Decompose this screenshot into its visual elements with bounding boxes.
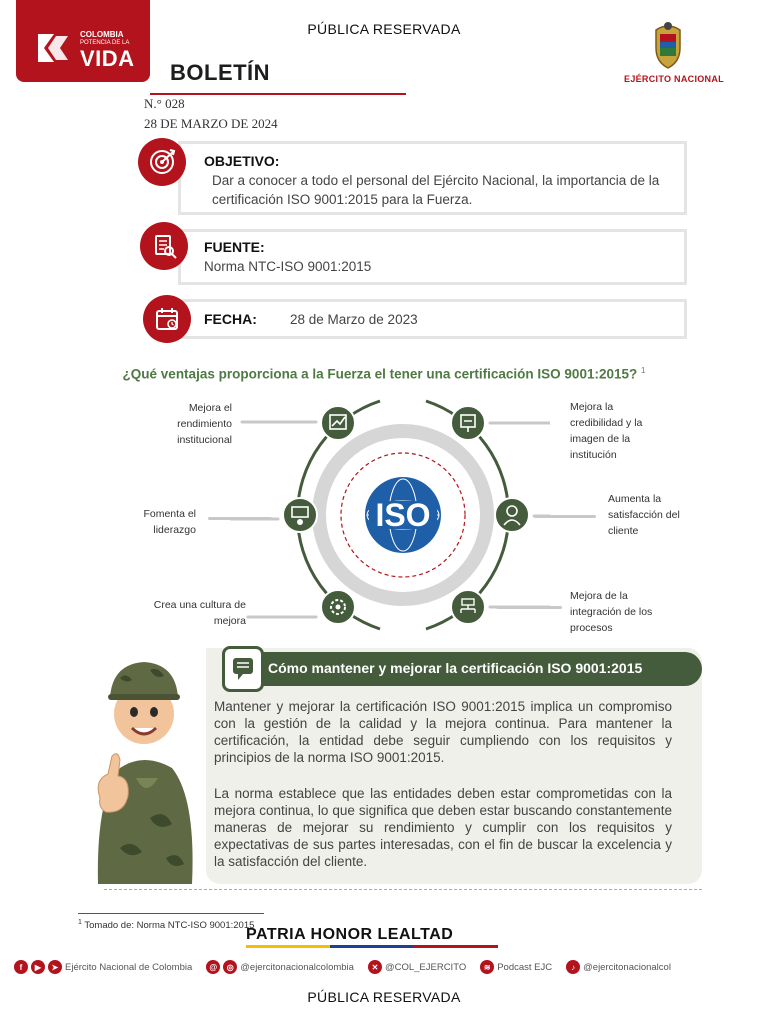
tiktok-label: @ejercitonacionalcol xyxy=(583,961,671,973)
benefits-question-text: ¿Qué ventajas proporciona a la Fuerza el tener una certificación ISO 9001:2015? xyxy=(122,366,638,382)
chat-icon xyxy=(222,646,264,692)
soldier-mascot-illustration xyxy=(80,648,210,884)
bulletin-date: 28 DE MARZO DE 2024 xyxy=(144,116,278,131)
benefit-satisfaction: Aumenta la satisfacción del cliente xyxy=(608,493,680,537)
node-performance-icon xyxy=(321,406,355,440)
youtube-icon: ▶ xyxy=(31,960,45,974)
node-credibility-icon xyxy=(451,406,485,440)
node-satisfaction-icon xyxy=(495,498,529,532)
brand-line-2: POTENCIA DE LA xyxy=(80,40,130,46)
objective-text: Dar a conocer a todo el personal del Ejército Nacional, la importancia de la certificación ISO 9001:2015 para la Fuerza. xyxy=(212,173,660,207)
calendar-icon xyxy=(143,295,191,343)
podcast-link[interactable] xyxy=(480,960,552,974)
instagram-icon: ◎ xyxy=(223,960,237,974)
tiktok-link[interactable] xyxy=(566,960,671,974)
motto: PATRIA HONOR LEALTAD xyxy=(246,926,454,943)
maintain-title: Cómo mantener y mejorar la certificación ISO 9001:2015 xyxy=(268,660,643,676)
benefits-question xyxy=(0,366,768,382)
connector-right-2 xyxy=(534,515,596,518)
social-links xyxy=(14,958,754,976)
benefit-leadership: Fomenta el liderazgo xyxy=(143,508,196,536)
connector-left-2 xyxy=(208,517,272,520)
threads-icon: @ xyxy=(206,960,220,974)
iso-infographic xyxy=(230,395,550,635)
date-text: 28 de Marzo de 2023 xyxy=(290,312,418,327)
army-name: EJÉRCITO NACIONAL xyxy=(624,74,724,84)
brand-line-1: COLOMBIA xyxy=(80,30,124,39)
podcast-label: Podcast EJC xyxy=(497,961,553,973)
section-divider xyxy=(104,889,702,890)
podcast-icon: ≋ xyxy=(480,960,494,974)
telegram-icon: ➤ xyxy=(48,960,62,974)
footnote-text: Tomado de: Norma NTC-ISO 9001:2015 xyxy=(84,920,255,932)
instagram-link[interactable] xyxy=(206,960,354,974)
classification-bottom: PÚBLICA RESERVADA xyxy=(307,989,461,1005)
benefit-credibility: Mejora la credibilidad y la imagen de la institución xyxy=(570,401,643,461)
tiktok-icon: ♪ xyxy=(566,960,580,974)
facebook-icon: f xyxy=(14,960,28,974)
brand-line-3: VIDA xyxy=(80,46,135,71)
connector-right-3 xyxy=(496,606,562,609)
maintain-paragraph-2: La norma establece que las entidades deben estar comprometidas con la mejora continua, lo que significa que deben estar buscando constantemente maneras de mejorar su rendimiento y cumplir con los requisitos y expectativas de sus partes interesadas, con el fin de buscar la excelencia y la satisfacción del cliente. xyxy=(214,786,672,869)
page-title: BOLETÍN xyxy=(170,60,271,85)
army-crest-icon xyxy=(648,20,688,70)
footnote-rule xyxy=(78,913,264,914)
brand-mark-icon xyxy=(34,30,74,66)
date-label: FECHA: xyxy=(204,311,257,327)
benefit-performance: Mejora el rendimiento institucional xyxy=(177,402,232,446)
x-link[interactable] xyxy=(368,960,466,974)
classification-top: PÚBLICA RESERVADA xyxy=(307,21,461,37)
instagram-label: @ejercitonacionalcolombia xyxy=(240,961,354,973)
target-icon xyxy=(138,138,186,186)
maintain-paragraph-1: Mantener y mejorar la certificación ISO 9001:2015 implica un compromiso con la gestión de la calidad y la mejora continua. Para mantener la certificación, la entidad debe seguir cumpliendo con los requisitos y principios de la norma ISO 9001:2015. xyxy=(214,699,672,765)
document-icon xyxy=(140,222,188,270)
node-integration-icon xyxy=(451,590,485,624)
benefit-integration: Mejora de la integración de los procesos xyxy=(570,590,653,634)
footnote-mark: 1 xyxy=(78,919,82,926)
footnote-ref: 1 xyxy=(641,366,646,375)
benefit-culture: Crea una cultura de mejora xyxy=(153,599,246,627)
header-divider xyxy=(150,93,406,95)
node-leadership-icon xyxy=(283,498,317,532)
iso-center-label: ISO xyxy=(375,497,431,533)
source-label: FUENTE: xyxy=(204,239,265,255)
x-label: @COL_EJERCITO xyxy=(384,961,467,973)
node-culture-icon xyxy=(321,590,355,624)
facebook-page-label: Ejército Nacional de Colombia xyxy=(65,961,193,973)
objective-label: OBJETIVO: xyxy=(204,153,280,169)
source-text: Norma NTC-ISO 9001:2015 xyxy=(204,259,372,274)
footnote xyxy=(78,919,254,931)
bulletin-number: N.° 028 xyxy=(144,96,185,111)
motto-flag-bar xyxy=(246,945,498,948)
facebook-link[interactable] xyxy=(14,960,192,974)
x-icon: ✕ xyxy=(368,960,382,974)
